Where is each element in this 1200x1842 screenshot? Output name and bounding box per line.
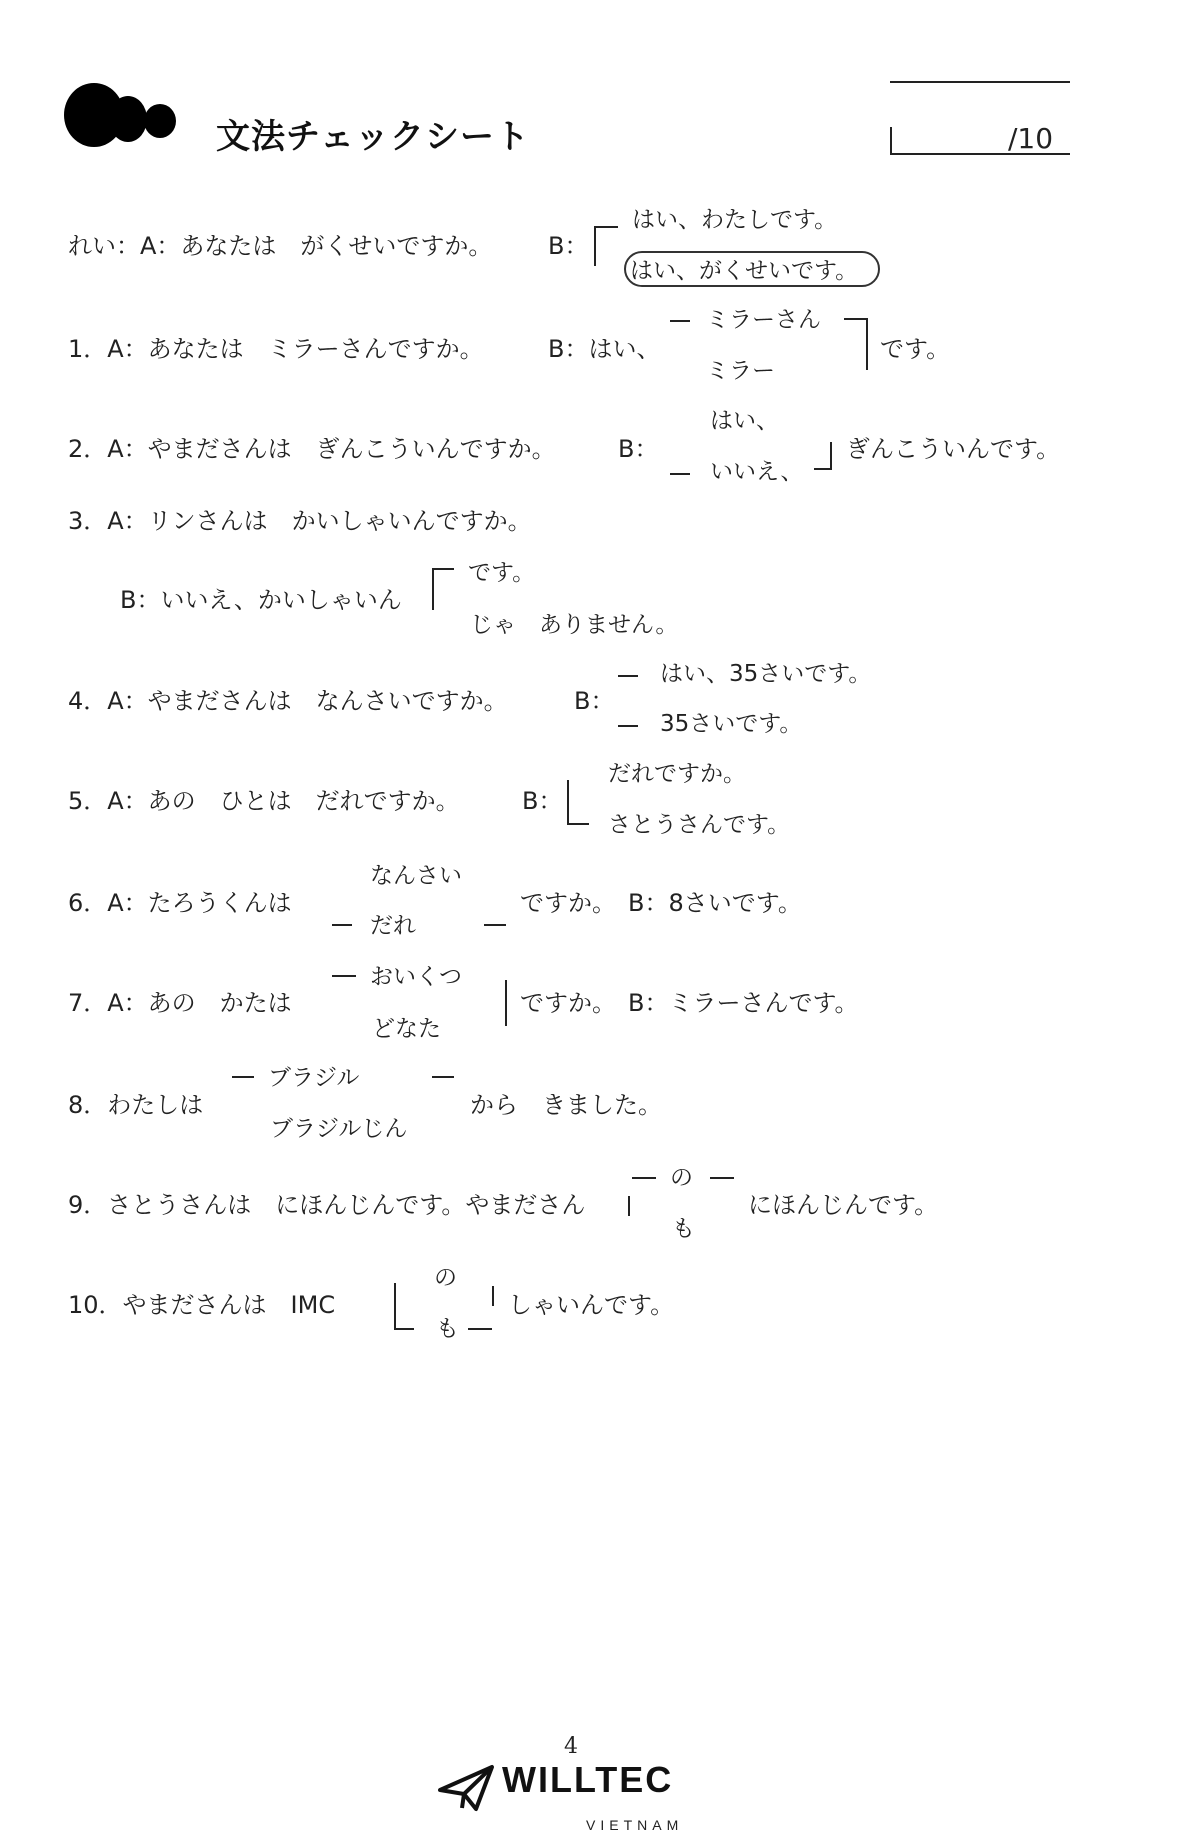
question-9-after: にほんじんです。 [748,1191,939,1219]
question-3-option-1: です。 [468,560,536,586]
question-9-bracket [628,1196,630,1216]
question-1-dash-top [670,320,690,322]
example-bracket-top [594,226,618,228]
question-10-option-2: も [436,1316,459,1342]
question-10-bracket [394,1283,396,1329]
question-3-text: 3．A：リンさんは かいしゃいんですか。 [68,507,532,535]
question-8-option-1: ブラジル [268,1065,360,1091]
score-text: /10 [1008,122,1054,155]
question-8-dash-left [232,1076,254,1078]
question-8-after: から きました。 [470,1091,662,1119]
brand-subtitle: VIETNAM [586,1817,684,1833]
question-8-option-2: ブラジルじん [270,1116,408,1142]
question-5-bracket [567,780,569,823]
question-6-option-1: なんさい [370,863,462,889]
question-7-after: ですか。 B：ミラーさんです。 [520,989,859,1017]
question-4-text: 4．A：やまださんは なんさいですか。 [68,687,508,715]
question-7-bracket [505,980,507,1026]
question-3-option-2: じゃ ありません。 [470,612,679,638]
page-number: 4 [564,1734,578,1759]
question-6-option-2: だれ [370,913,416,939]
question-5-option-1: だれですか。 [608,761,746,787]
score-top-line [890,81,1070,83]
question-4-b-label: B： [574,687,615,715]
question-4-option-2: 35さいです。 [660,711,803,737]
question-8-dash-right [432,1076,454,1078]
question-7-option-1: おいくつ [370,964,462,990]
question-9-option-2: も [672,1216,695,1242]
example-bracket [594,226,596,266]
question-2-text: 2．A：やまださんは ぎんこういんですか。 [68,435,556,463]
question-5-b-label: B： [522,787,563,815]
question-5-text: 5．A：あの ひとは だれですか。 [68,787,460,815]
question-1-text: 1．A：あなたは ミラーさんですか。 [68,335,484,363]
question-2-bracket-bottom [814,468,832,470]
question-6-after: ですか。 B：8さいです。 [520,889,802,917]
question-9-dash-left [632,1177,656,1179]
page-title: 文法チェックシート [216,117,530,157]
question-1-b-label: B：はい、 [548,335,661,363]
question-8-text: 8．わたしは [68,1091,204,1119]
question-1-bracket [866,318,868,370]
question-1-option-2: ミラー [706,358,775,384]
question-6-text: 6．A：たろうくんは [68,889,292,917]
question-3-bracket-top [432,568,454,570]
paper-plane-icon [438,1764,494,1812]
question-9-text: 9．さとうさんは にほんじんです。やまださん [68,1191,586,1219]
question-7-option-2: どなた [372,1016,441,1042]
question-7-dash [332,975,356,977]
header-icon [64,78,184,158]
question-2-option-1: はい、 [710,408,779,434]
question-5-option-2: さとうさんです。 [608,812,791,838]
question-6-dash-right [484,924,506,926]
question-9-dash-right [710,1177,734,1179]
question-2-after: ぎんこういんです。 [846,435,1061,463]
question-4-dash-2 [618,725,638,727]
question-1-after: です。 [880,335,951,363]
question-10-after: しゃいんです。 [508,1291,675,1319]
brand-name: WILLTEC [502,1759,674,1800]
question-9-option-1: の [670,1165,693,1191]
question-6-dash-left [332,924,352,926]
example-option-1: はい、わたしです。 [632,207,838,233]
question-1-option-1: ミラーさん [706,307,821,333]
question-2-bracket [830,442,832,468]
question-7-text: 7．A：あの かたは [68,989,292,1017]
question-4-dash-1 [618,675,638,677]
question-5-bracket-bottom [567,823,589,825]
question-4-option-1: はい、35さいです。 [660,661,872,687]
question-2-b-label: B： [618,435,659,463]
question-10-bracket-right [492,1286,494,1306]
question-10-dash-right [468,1328,492,1330]
example-b-label: B： [548,232,589,260]
question-10-text: 10．やまださんは IMC [68,1291,336,1319]
question-3-b-label: B：いいえ、かいしゃいん [120,586,402,614]
question-10-option-1: の [434,1265,457,1291]
question-2-option-2: いいえ、 [710,459,804,485]
willtec-logo [438,1759,698,1833]
question-10-bracket-bottom [394,1328,414,1330]
question-3-bracket [432,568,434,610]
question-1-bracket-top [844,318,868,320]
example-question: れい：A：あなたは がくせいですか。 [68,232,493,260]
score-left-tick [890,127,892,154]
question-2-dash-bottom [670,473,690,475]
example-option-2: はい、がくせいです。 [630,258,859,284]
example-answer-oval [624,251,880,287]
